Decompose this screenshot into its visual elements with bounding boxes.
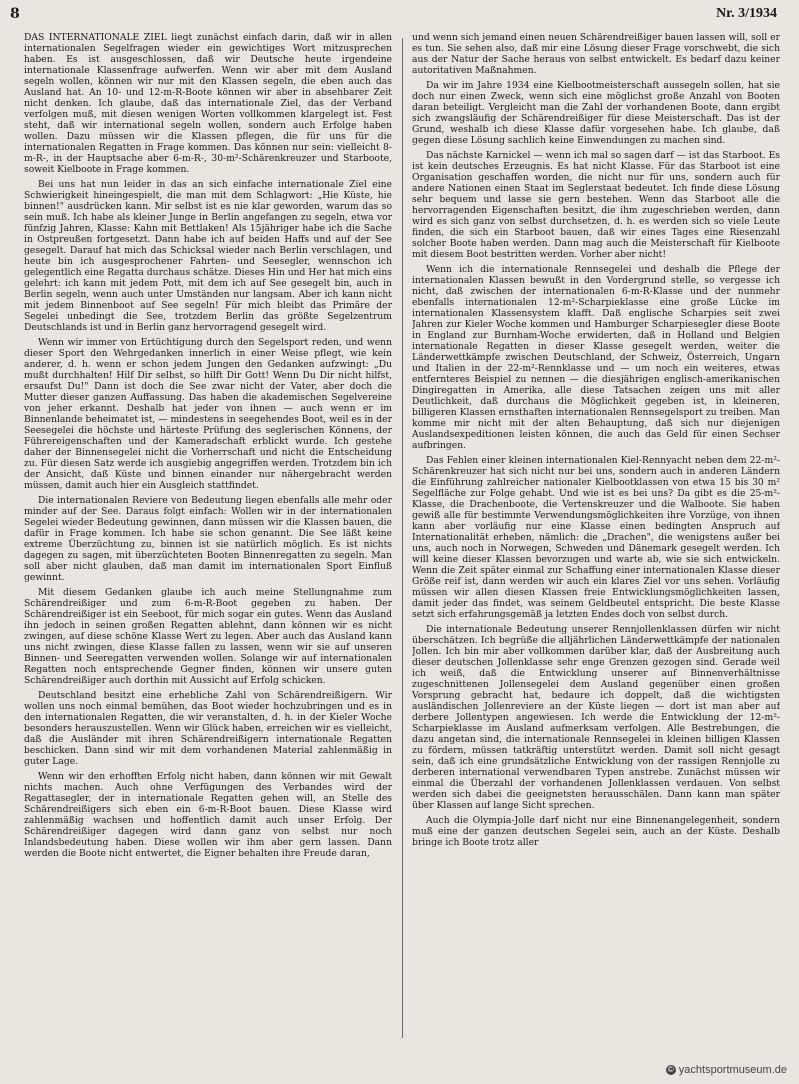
paragraph: Wenn wir immer von Ertüchtigung durch den Segelsport reden, und wenn dieser Sport den Wehrgedanken innerlich in einer Weise pflegt, wie kein anderer, d. h. wenn er schon jedem Jungen den Gedanken aufzwingt: „Du mußt durchhalten! Hilf Dir selbst, so hilft Dir Gott! Wenn Du Dir nicht hilfst, ersaufst Du!" Dann ist doch die See zwar nicht der Vater, aber doch die Mutter dieser ganzen Auffassung. Das haben die akademischen Segelvereine von jeher erkannt. Deshalb hat jeder von ihnen — auch wenn er im Binnenlande beheimatet ist, — mindestens in seegehendes Boot, weil es in der Seesegelei die höchste und härteste Prüfung des seglerischen Könnens, der Führereigenschaften und der Kameradschaft erblickt wurde. Ich gestehe daher der Binnensegelei nicht die Vorherrschaft und nicht die Entscheidung zu. Für diesen Satz werde ich ausgiebig angegriffen werden. Trotzdem bin ich der Ansicht, daß Küste und binnen einander nur nähergebracht werden müssen, damit auch hier ein Ausgleich stattfindet. [24, 337, 392, 491]
paragraph: Deutschland besitzt eine erhebliche Zahl von Schärendreißigern. Wir wollen uns noch einmal bemühen, das Boot wieder hochzubringen und es in den internationalen Regatten, die wir veranstalten, d. h. in der Kieler Woche besonders herauszustellen. Wenn wir Glück haben, erreichen wir es vielleicht, daß die Ausländer mit ihren Schärendreißigern internationale Regatten beschicken. Dann sind wir mit dem vorhandenen Material zahlenmäßig in guter Lage. [24, 690, 392, 767]
paragraph: Das nächste Karnickel — wenn ich mal so sagen darf — ist das Starboot. Es ist kein deutsches Erzeugnis. Es hat nicht Klasse. Für das Starboot ist eine Organisation geschaffen worden, die nicht nur für uns, sondern auch für andere Nationen einen Staat im Seglerstaat bedeutet. Ich finde diese Lösung sehr bequem und lasse sie gern bestehen. Wenn das Starboot alle die hervorragenden Eigenschaften besitzt, die ihm zugeschrieben werden, dann wird es sich ganz von selbst durchsetzen, d. h. es werden sich so viele Leute finden, die sich ein Starboot bauen, daß wir eines Tages eine Riesenzahl solcher Boote haben werden. Dann mag auch die Meisterschaft für Kielboote mit diesem Boot bestritten werden. Vorher aber nicht! [412, 150, 780, 260]
paragraph: Die internationale Bedeutung unserer Rennjollenklassen dürfen wir nicht überschätzen. Ich begrüße die alljährlichen Länderwettkämpfe der nationalen Jollen. Ich bin mir aber vollkommen darüber klar, daß der Ausbreitung auch dieser deutschen Jollenklasse sehr enge Grenzen gezogen sind. Gerade weil ich weiß, daß die Entwicklung unserer auf Binnenverhältnisse zugeschnittenen Jollensegelei dem Ausland gegenüber einen großen Vorsprung gebracht hat, bedaure ich doppelt, daß die wichtigsten ausländischen Jollenreviere an der Küste liegen — dort ist man aber auf derbere Jollentypen angewiesen. Ich werde die Entwicklung der 12-m²-Scharpieklasse im Ausland aufmerksam verfolgen. Alle Bestrebungen, die dazu angetan sind, die internationale Rennsegelei in kleinen billigen Klassen zu fördern, müssen tatkräftig unterstützt werden. Damit soll nicht gesagt sein, daß ich eine grundsätzliche Entwicklung von der rassigen Rennjolle zu derberen international verwendbaren Typen anstrebe. Zunächst müssen wir einmal die Überzahl der vorhandenen Jollenklassen verdauen. Von selbst werden sich dabei die geeignetsten herausschälen. Dann kann man später über Klassen auf lange Sicht sprechen. [412, 624, 780, 811]
left-column [24, 32, 392, 1044]
watermark [666, 1064, 787, 1076]
paragraph: Bei uns hat nun leider in das an sich einfache internationale Ziel eine Schwierigkeit hineingespielt, die man mit dem Schlagwort: „Hie Küste, hie binnen!" ausdrücken kann. Mir selbst ist es nie klar geworden, warum das so sein muß. Ich habe als kleiner Junge in Berlin angefangen zu segeln, etwa vor fünfzig Jahren, Klasse: Kahn mit Bettlaken! Als 15jähriger habe ich die Sache in Ostpreußen fortgesetzt. Dann habe ich auf beiden Haffs und auf der See gesegelt. Darauf hat mich das Schicksal wieder nach Berlin verschlagen, und heute bin ich ausgesprochener Fahrten- und Seesegler, wennschon ich gelegentlich eine Regatta durchaus schätze. Dieses Hin und Her hat mich eins gelehrt: ich kann mit jedem Pott, mit dem ich auf See gesegelt bin, auch in Berlin segeln, wenn auch unter Umständen nur langsam. Aber ich kann nicht mit jedem Binnenboot auf See segeln! Für mich bleibt das Primäre der Segelei unbedingt die See, trotzdem Berlin das größte Segelzentrum Deutschlands ist und in Berlin ganz hervorragend gesegelt wird. [24, 179, 392, 333]
article-body [24, 32, 780, 1044]
page-number: 8 [10, 6, 20, 22]
column-divider [402, 38, 403, 1038]
page-header [0, 0, 799, 30]
paragraph: Die internationalen Reviere von Bedeutung liegen ebenfalls alle mehr oder minder auf der See. Daraus folgt einfach: Wollen wir in der internationalen Segelei wieder Bedeutung gewinnen, dann müssen wir die Klassen bauen, die dafür in Frage kommen. Ich habe sie schon genannt. Die See läßt keine extreme Überzüchtung zu, binnen ist sie natürlich möglich. Es ist nichts dagegen zu sagen, mit überzüchteten Booten Binnenregatten zu segeln. Man soll aber nicht glauben, daß man damit im internationalen Sport Einfluß gewinnt. [24, 495, 392, 583]
issue-number: Nr. 3/1934 [716, 6, 777, 21]
right-column [412, 32, 780, 1044]
paragraph: Das Fehlen einer kleinen internationalen Kiel-Rennyacht neben dem 22-m²-Schärenkreuzer hat sich nicht nur bei uns, sondern auch in anderen Ländern die Einführung zahlreicher nationaler Kielbootklassen von etwa 15 bis 30 m² Segelfläche zur Folge gehabt. Und wie ist es bei uns? Da gibt es die 25-m²-Klasse, die Drachenboote, die Vertenskreuzer und die Walboote. Sie haben gewiß alle für bestimmte Verwendungsmöglichkeiten ihre Vorzüge, von ihnen kann aber vorläufig nur eine Klasse einen bedingten Anspruch auf Internationalität erheben, nämlich: die „Drachen", die wenigstens außer bei uns, auch noch in Norwegen, Schweden und Dänemark gesegelt werden. Ich will keine dieser Klassen bevorzugen und warte ab, wie sie sich entwickeln. Wenn die Zeit später einmal zur Schaffung einer internationalen Klasse dieser Größe reif ist, dann werden wir auch ein klares Ziel vor uns sehen. Vorläufig müssen wir allen diesen Klassen freie Entwicklungsmöglichkeiten lassen, damit jeder das findet, was seinem Geldbeutel entspricht. Die beste Klasse setzt sich erfahrungsgemäß ja letzten Endes doch von selbst durch. [412, 455, 780, 620]
paragraph: Auch die Olympia-Jolle darf nicht nur eine Binnenangelegenheit, sondern muß eine der ganzen deutschen Segelei sein, auch an der Küste. Deshalb bringe ich Boote trotz aller [412, 815, 780, 848]
watermark-text: yachtsportmuseum.de [678, 1064, 787, 1076]
paragraph: Wenn ich die internationale Rennsegelei und deshalb die Pflege der internationalen Klassen bewußt in den Vordergrund stelle, so vergesse ich nicht, daß zwischen der internationalen 6-m-R-Klasse und der nunmehr ebenfalls internationalen 12-m²-Scharpieklasse eine große Lücke im internationalen Klassensystem klafft. Daß englische Scharpies seit zwei Jahren zur Kieler Woche kommen und Hamburger Scharpiesegler diese Boote in England zur Burnham-Woche erwiderten, daß in Holland und Belgien internationale Regatten in dieser Klasse gesegelt werden, weiter die Länderwettkämpfe zwischen Deutschland, der Schweiz, Österreich, Ungarn und Italien in der 22-m²-Rennklasse und — um noch ein weiteres, etwas entfernteres Beispiel zu nennen — die diesjährigen englisch-amerikanischen Dingiregatten in Amerika, alle diese Tatsachen zeigen uns mit aller Deutlichkeit, daß durchaus die Möglichkeit gegeben ist, in kleineren, billigeren Klassen ernsthaften internationalen Rennsegelsport zu treiben. Man komme mir nicht mit der alten Behauptung, daß sich nur diejenigen Auslandsexpeditionen leisten können, die auch das Geld für einen Sechser aufbringen. [412, 264, 780, 451]
paragraph: und wenn sich jemand einen neuen Schärendreißiger bauen lassen will, soll er es tun. Sie sehen also, daß mir eine Lösung dieser Frage vorschwebt, die sich aus der Natur der Sache heraus von selbst entwickelt. Es bedarf dazu keiner autoritativen Maßnahmen. [412, 32, 780, 76]
paragraph: Wenn wir den erhofften Erfolg nicht haben, dann können wir mit Gewalt nichts machen. Auch ohne Verfügungen des Verbandes wird der Regattasegler, der in internationale Regatten gehen will, an Stelle des Schärendreißigers sich eben ein 6-m-R-Boot bauen. Diese Klasse wird zahlenmäßig wachsen und hoffentlich damit auch unser Erfolg. Der Schärendreißiger dagegen wird dann ganz von selbst nur noch Inlandsbedeutung haben. Diese wollen wir ihm aber gern lassen. Dann werden die Boote nicht entwertet, die Eigner behalten ihre Freude daran, [24, 771, 392, 859]
copyright-icon: © [666, 1065, 676, 1075]
paragraph: Mit diesem Gedanken glaube ich auch meine Stellungnahme zum Schärendreißiger und zum 6-m-R-Boot gegeben zu haben. Der Schärendreißiger ist ein Seeboot, für mich sogar ein gutes. Wenn das Ausland ihn jedoch in seinen großen Regatten ablehnt, dann können wir es nicht zwingen, auf diese schöne Klasse Wert zu legen. Aber auch das Ausland kann uns nicht zwingen, diese Klasse fallen zu lassen, wenn wir sie auf unseren Binnen- und Seeregatten verwenden wollen. Solange wir auf internationalen Regatten noch entsprechende Gegner finden, können wir unsere guten Schärendreißiger auch dorthin mit Aussicht auf Erfolg schicken. [24, 587, 392, 686]
paragraph: Da wir im Jahre 1934 eine Kielbootmeisterschaft aussegeln sollen, hat sie doch nur einen Zweck, wenn sich eine möglichst große Anzahl von Booten daran beteiligt. Vergleicht man die Zahl der vorhandenen Boote, dann ergibt sich zwangsläufig der Schärendreißiger für diese Meisterschaft. Das ist der Grund, weshalb ich diese Klasse dafür vorgesehen habe. Ich glaube, daß gegen diese Lösung sachlich keine Einwendungen zu machen sind. [412, 80, 780, 146]
paragraph: DAS INTERNATIONALE ZIEL liegt zunächst einfach darin, daß wir in allen internationalen Segelfragen wieder ein gewichtiges Wort mitzusprechen haben. Es ist ausgeschlossen, daß wir Deutsche heute irgendeine internationale Klassenfrage aufwerfen. Wenn wir aber mit dem Ausland segeln wollen, können wir nur mit den Klassen segeln, die eben auch das Ausland hat. An 10- und 12-m-R-Boote können wir aber in absehbarer Zeit nicht denken. Ich glaube, daß das internationale Ziel, das der Verband verfolgen muß, mit diesen wenigen Worten vollkommen klargelegt ist. Fest steht, daß wir international segeln wollen, sondern auch Erfolge haben wollen. Dazu müssen wir die Klassen pflegen, die für uns für die internationalen Regatten in Frage kommen. Das können nur sein: vielleicht 8-m-R-, in der Hauptsache aber 6-m-R-, 30-m²-Schärenkreuzer und Starboote, soweit Kielboote in Frage kommen. [24, 32, 392, 175]
